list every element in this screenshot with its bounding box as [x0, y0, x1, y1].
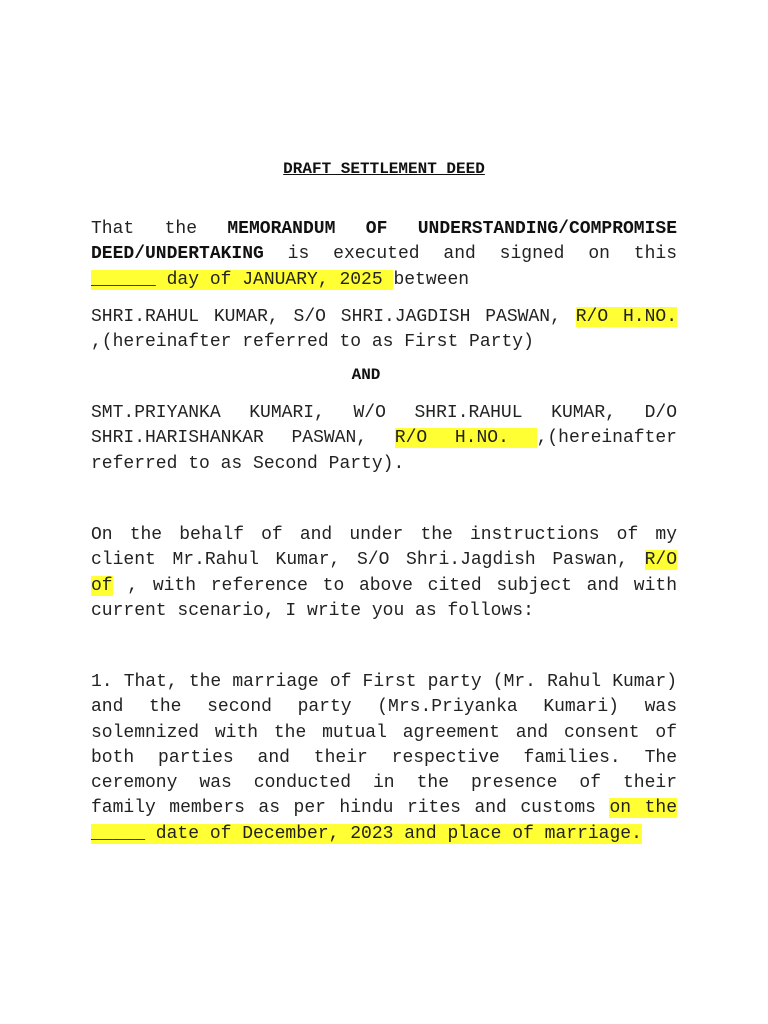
clause-text: family members as per hindu rites and customs [91, 798, 610, 819]
intro-bold-text: DEED/UNDERTAKING [91, 244, 264, 265]
intro-text: That the [91, 219, 228, 239]
behalf-line-1: On the behalf of and under the instructions of my [91, 525, 677, 545]
second-party-text: SHRI.HARISHANKAR PASWAN, [91, 428, 395, 449]
clause-line-5: ceremony was conducted in the presence of their [91, 773, 677, 794]
intro-text: between [393, 269, 470, 290]
intro-text: is executed and signed on this [263, 244, 677, 265]
clause-line-1: 1. That, the marriage of First party (Mr. Rahul Kumar) [91, 672, 677, 692]
clause-line-4: both parties and their respective families. The [91, 747, 677, 768]
behalf-text: , with reference to above cited subject and with [112, 575, 677, 596]
highlighted-blank: of [91, 575, 113, 596]
intro-paragraph [91, 217, 677, 293]
clause-line-3: solemnized with the mutual agreement and consent of [91, 722, 677, 743]
second-party-text: ,(hereinafter [536, 428, 677, 449]
behalf-line-2 [91, 548, 677, 573]
highlighted-blank: R/O H.NO. [394, 428, 537, 449]
highlighted-blank: R/O [644, 550, 677, 571]
second-party-line-2 [91, 426, 677, 451]
clause-1-paragraph [91, 670, 677, 847]
intro-line-3 [91, 268, 677, 293]
first-party-line-2: ,(hereinafter referred to as First Party) [91, 332, 534, 353]
highlighted-blank: ______ day of JANUARY, 2025 [91, 269, 394, 290]
behalf-paragraph [91, 523, 677, 624]
intro-line-2 [91, 242, 677, 267]
first-party-text: SHRI.RAHUL KUMAR, S/O SHRI.JAGDISH PASWAN, [91, 307, 576, 327]
highlighted-blank: _____ date of December, 2023 and place of marriage. [91, 823, 642, 844]
highlighted-blank: R/O H.NO. [575, 307, 677, 327]
second-party-paragraph [91, 401, 677, 477]
first-party-paragraph [91, 305, 677, 356]
second-party-line-1: SMT.PRIYANKA KUMARI, W/O SHRI.RAHUL KUMAR, D/O [91, 403, 677, 423]
second-party-line-3: referred to as Second Party). [91, 453, 405, 474]
intro-line-1 [91, 217, 677, 242]
clause-line-7 [91, 822, 677, 847]
behalf-line-3 [91, 574, 677, 599]
behalf-text: client Mr.Rahul Kumar, S/O Shri.Jagdish Paswan, [91, 550, 645, 571]
and-separator: AND [351, 366, 381, 384]
clause-line-2: and the second party (Mrs.Priyanka Kumari) was [91, 697, 677, 718]
first-party-line-1 [91, 305, 677, 330]
intro-bold-text: MEMORANDUM OF UNDERSTANDING/COMPROMISE [227, 219, 677, 239]
behalf-line-4: current scenario, I write you as follows: [91, 600, 534, 621]
document-title: DRAFT SETTLEMENT DEED [283, 160, 485, 178]
clause-line-6 [91, 796, 677, 821]
highlighted-blank: on the [609, 798, 677, 819]
